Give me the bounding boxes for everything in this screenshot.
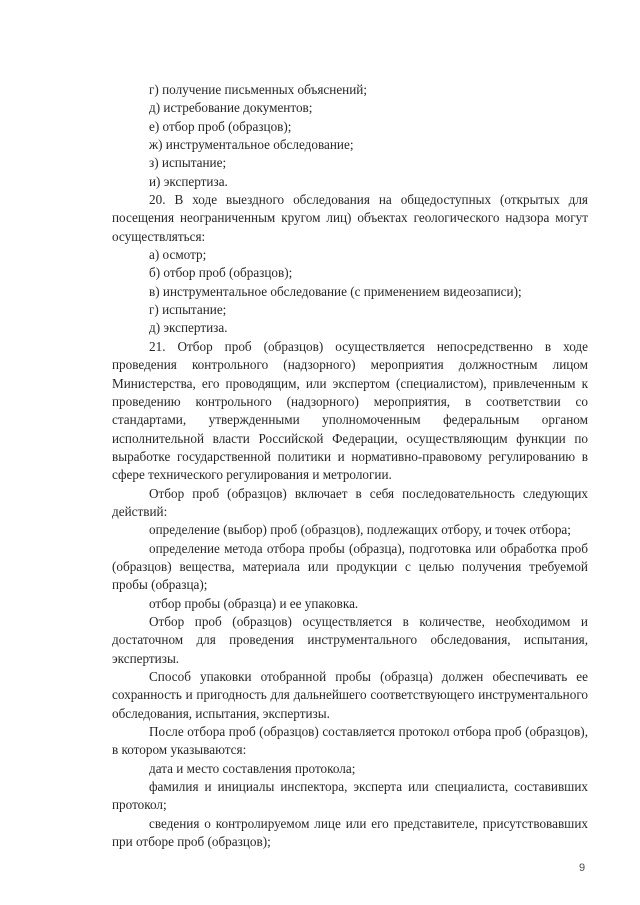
paragraph: дата и место составления протокола;: [149, 760, 356, 776]
paragraph: фамилия и инициалы инспектора, эксперта или специалиста, составивших протокол;: [112, 779, 588, 813]
paragraph: г) испытание;: [149, 302, 227, 318]
paragraph: в) инструментальное обследование (с применением видеозаписи);: [149, 283, 522, 299]
paragraph: г) получение письменных объяснений;: [149, 82, 368, 97]
paragraph: определение (выбор) проб (образцов), подлежащих отбору, и точек отбора;: [149, 522, 571, 538]
paragraph: е) отбор проб (образцов);: [149, 118, 292, 134]
paragraph: Отбор проб (образцов) включает в себя последовательность следующих действий:: [112, 485, 588, 519]
document-body: [112, 81, 588, 851]
page-number: 9: [579, 862, 586, 874]
paragraph: ж) инструментальное обследование;: [149, 137, 354, 153]
paragraph: Отбор проб (образцов) осуществляется в количестве, необходимом и достаточном для проведения инструментального обследования, испытания, экспертизы.: [112, 613, 588, 666]
paragraph: После отбора проб (образцов) составляется протокол отбора проб (образцов), в котором указываются:: [112, 724, 588, 758]
paragraph: определение метода отбора пробы (образца), подготовка или обработка проб (образцов) вещества, материала или продукции с целью получения требуемой пробы (образца);: [112, 540, 588, 593]
paragraph: сведения о контролируемом лице или его представителе, присутствовавших при отборе проб (образцов);: [112, 815, 588, 850]
paragraph: 20. В ходе выездного обследования на общедоступных (открытых для посещения неограниченным кругом лиц) объектах геологического надзора могут осуществляться:: [112, 192, 588, 244]
paragraph: б) отбор проб (образцов);: [149, 265, 293, 281]
paragraph: д) истребование документов;: [149, 100, 313, 116]
paragraph: а) осмотр;: [149, 247, 207, 263]
paragraph: отбор пробы (образца) и ее упаковка.: [149, 595, 359, 611]
paragraph: Способ упаковки отобранной пробы (образца) должен обеспечивать ее сохранность и пригодность для дальнейшего соответствующего инструментального обследования, испытания, экспертизы.: [112, 669, 588, 721]
paragraph: и) экспертиза.: [149, 173, 228, 189]
paragraph: 21. Отбор проб (образцов) осуществляется непосредственно в ходе проведения контрольного (надзорного) мероприятия должностным лицом Министерства, его проводящим, или экспертом (специалистом), привлеченным к проведению контрольного (надзорного) мероприятия, в соответствии со стандартами, утвержденными уполномоченным федеральным органом исполнительной власти Российской Федерации, осуществляющим функции по выработке государственной политики и нормативно-правовому регулированию в сфере технического регулирования и метрологии.: [112, 338, 588, 483]
paragraph: д) экспертиза.: [149, 320, 228, 336]
paragraph: з) испытание;: [149, 155, 227, 171]
